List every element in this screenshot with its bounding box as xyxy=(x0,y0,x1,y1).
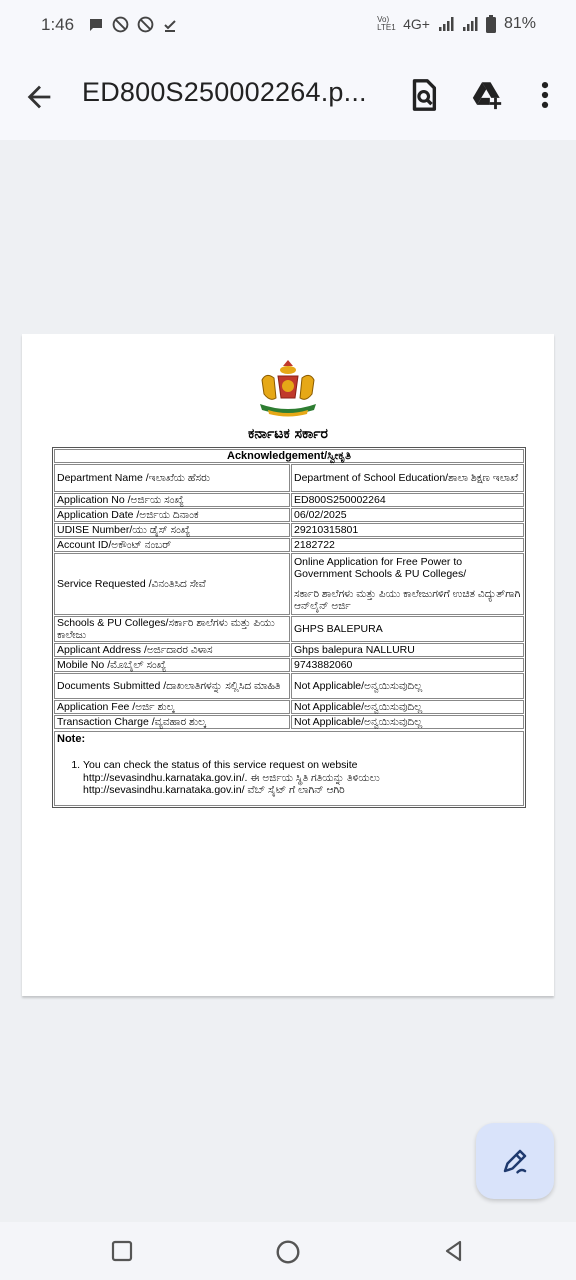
table-row xyxy=(54,715,524,729)
signal-icon xyxy=(438,16,454,32)
app-bar xyxy=(0,52,576,140)
row-label: Application No /ಅರ್ಜಿಯ ಸಂಖ್ಯೆ xyxy=(54,493,290,507)
notification-icons xyxy=(88,16,178,33)
government-title: ಕರ್ನಾಟಕ ಸರ್ಕಾರ xyxy=(248,426,328,442)
status-time: 1:46 xyxy=(41,15,75,34)
row-label: Application Fee /ಅರ್ಜಿ ಶುಲ್ಕ xyxy=(54,700,290,714)
status-bar xyxy=(0,0,576,52)
table-row xyxy=(54,508,524,522)
navigation-bar xyxy=(0,1222,576,1280)
karnataka-emblem-icon xyxy=(256,358,320,418)
table-row xyxy=(54,643,524,657)
row-label: Department Name /ಇಲಾಖೆಯ ಹೆಸರು xyxy=(54,464,290,492)
row-value: 29210315801 xyxy=(291,523,524,537)
table-row xyxy=(54,616,524,642)
service-name-kn: ಸರ್ಕಾರಿ ಶಾಲೆಗಳು ಮತ್ತು ಪಿಯು ಕಾಲೇಜುಗಳಿಗೆ ಉಚಿತ ವಿದ್ಯುತ್‌ಗಾಗಿ ಆನ್‌ಲೈನ್ ಅರ್ಜಿ xyxy=(294,588,521,612)
table-row xyxy=(54,673,524,699)
row-label: Mobile No /ಮೊಬೈಲ್ ಸಂಖ್ಯೆ xyxy=(54,658,290,672)
row-value: Not Applicable/ಅನ್ವಯಿಸುವುದಿಲ್ಲ xyxy=(291,673,524,699)
table-row xyxy=(54,538,524,552)
acknowledgement-table xyxy=(53,448,525,730)
row-value: Department of School Education/ಶಾಲಾ ಶಿಕ್ಷಣ ಇಲಾಖೆ xyxy=(291,464,524,492)
note-list xyxy=(57,759,521,797)
acknowledgement-document xyxy=(52,447,526,808)
signal-icon-2 xyxy=(462,16,478,32)
row-label: Application Date /ಅರ್ಜಿಯ ದಿನಾಂಕ xyxy=(54,508,290,522)
row-label: Schools & PU Colleges/ಸರ್ಕಾರಿ ಶಾಲೆಗಳು ಮತ್ತು ಪಿಯು ಕಾಲೇಜು xyxy=(54,616,290,642)
blocked-notification-icon-2 xyxy=(137,16,154,33)
note-title: Note: xyxy=(57,733,86,745)
note-line-1: You can check the status of this service request on website xyxy=(83,759,358,771)
row-label: Applicant Address /ಅರ್ಜಿದಾರರ ವಿಳಾಸ xyxy=(54,643,290,657)
annotate-button[interactable] xyxy=(476,1123,554,1199)
pdf-page xyxy=(22,334,554,996)
battery-level: 81% xyxy=(503,15,536,32)
find-in-page-icon[interactable] xyxy=(406,78,440,112)
add-to-drive-icon[interactable] xyxy=(470,78,504,112)
note-item xyxy=(83,759,521,797)
table-row xyxy=(54,523,524,537)
edit-pen-icon xyxy=(500,1146,530,1176)
table-row xyxy=(54,464,524,492)
service-name-en: Online Application for Free Power to Government Schools & PU Colleges/ xyxy=(294,556,467,580)
row-label: Service Requested /ವಿನಂತಿಸಿದ ಸೇವೆ xyxy=(54,553,290,615)
back-nav-icon[interactable] xyxy=(442,1239,466,1263)
row-value: Ghps balepura NALLURU xyxy=(291,643,524,657)
row-label: Transaction Charge /ವ್ಯವಹಾರ ಶುಲ್ಕ xyxy=(54,715,290,729)
row-value xyxy=(291,553,524,615)
download-done-icon xyxy=(162,17,178,33)
network-type: 4G+ xyxy=(403,16,430,32)
table-heading: Acknowledgement/ಸ್ವೀಕೃತಿ xyxy=(54,449,524,463)
row-value: Not Applicable/ಅನ್ವಯಿಸುವುದಿಲ್ಲ xyxy=(291,715,524,729)
row-value: Not Applicable/ಅನ್ವಯಿಸುವುದಿಲ್ಲ xyxy=(291,700,524,714)
arrow-back-icon[interactable] xyxy=(22,80,56,114)
table-row xyxy=(54,493,524,507)
status-right xyxy=(377,15,536,33)
table-row xyxy=(54,658,524,672)
note-line-3: http://sevasindhu.karnataka.gov.in/ ವೆಬ್ ಸೈಟ್ ಗೆ ಲಾಗಿನ್ ಆಗಿರಿ xyxy=(83,784,345,796)
blocked-notification-icon xyxy=(112,16,129,33)
chat-notification-icon xyxy=(88,17,104,33)
recents-icon[interactable] xyxy=(110,1239,134,1263)
home-icon[interactable] xyxy=(275,1239,301,1265)
battery-icon xyxy=(486,15,496,33)
row-label: Documents Submitted /ದಾಖಲಾತಿಗಳನ್ನು ಸಲ್ಲಿಸಿದ ಮಾಹಿತಿ xyxy=(54,673,290,699)
row-value: GHPS BALEPURA xyxy=(291,616,524,642)
file-title: ED800S250002264.p... xyxy=(82,77,367,107)
note-line-2: http://sevasindhu.karnataka.gov.in/. ಈ ಅರ್ಜಿಯ ಸ್ಥಿತಿ ಗತಿಯನ್ನು ತಿಳಿಯಲು xyxy=(83,771,380,784)
table-row xyxy=(54,553,524,615)
row-value: 9743882060 xyxy=(291,658,524,672)
row-label: UDISE Number/ಯು ಡೈಸ್ ಸಂಖ್ಯೆ xyxy=(54,523,290,537)
row-value: 06/02/2025 xyxy=(291,508,524,522)
table-row xyxy=(54,700,524,714)
volte-icon: Vo) LTE1 xyxy=(377,15,396,32)
more-vert-icon[interactable] xyxy=(528,78,562,112)
row-value: 2182722 xyxy=(291,538,524,552)
note-box xyxy=(54,731,524,806)
row-value: ED800S250002264 xyxy=(291,493,524,507)
row-label: Account ID/ಅಕೌಂಟ್ ನಂಬರ್ xyxy=(54,538,290,552)
